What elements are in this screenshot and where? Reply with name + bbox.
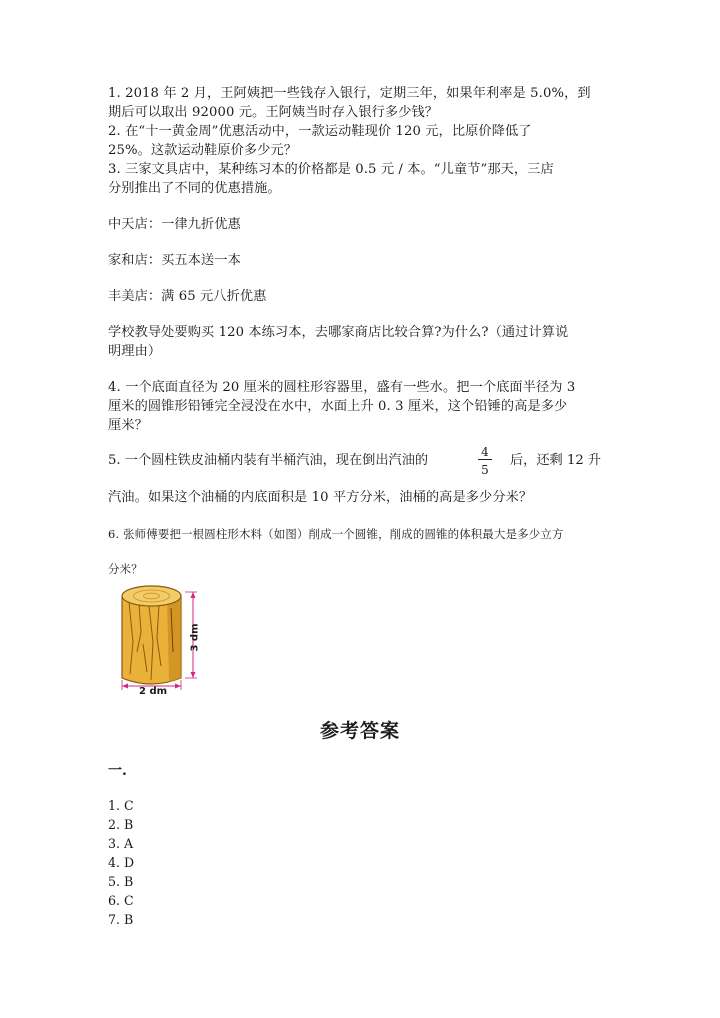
q3-ask-line2: 明理由）	[108, 344, 162, 359]
q4-line3: 厘米？	[108, 418, 148, 433]
q6-line2: 分米？	[108, 562, 143, 576]
answer-item: 6. C	[108, 893, 134, 908]
store-zhongtian: 中天店：一律九折优惠	[108, 217, 241, 232]
fraction-four-fifths	[478, 442, 492, 477]
q1-line2: 期后可以取出 92000 元。王阿姨当时存入银行多少钱？	[108, 105, 439, 120]
q5-line2: 汽油。如果这个油桶的内底面积是 10 平方分米，油桶的高是多少分米？	[108, 490, 533, 505]
q1-line1: 1. 2018 年 2 月，王阿姨把一些钱存入银行，定期三年，如果年利率是 5.0%，到	[108, 86, 591, 101]
q5-line1	[108, 442, 608, 480]
q2-line1: 2. 在“十一黄金周”优惠活动中，一款运动鞋现价 120 元，比原价降低了	[108, 124, 532, 139]
q2-line2: 25%。这款运动鞋原价多少元？	[108, 143, 298, 158]
answer-item: 2. B	[108, 817, 134, 832]
answer-item: 7. B	[108, 912, 134, 927]
store-fengmei: 丰美店：满 65 元八折优惠	[108, 289, 267, 304]
answer-list	[108, 796, 134, 929]
answer-item: 3. A	[108, 836, 134, 851]
q3-ask-line1: 学校教导处要购买 120 本练习本，去哪家商店比较合算?为什么?（通过计算说	[108, 325, 569, 340]
q5-text-after: 后，还剩 12 升	[510, 453, 602, 468]
q3-line1: 3. 三家文具店中，某种练习本的价格都是 0.5 元 / 本。“儿童节”那天，三店	[108, 162, 554, 177]
answer-title: 参考答案	[319, 720, 400, 742]
q5-text-before: 5. 一个圆柱铁皮油桶内装有半桶汽油，现在倒出汽油的	[108, 453, 429, 468]
q6-line1: 6. 张师傅要把一根圆柱形木料（如图）削成一个圆锥，削成的圆锥的体积最大是多少立方	[108, 527, 564, 541]
fraction-numerator: 4	[478, 442, 492, 460]
store-jiahe: 家和店：买五本送一本	[108, 253, 241, 268]
diameter-label: 2 dm	[139, 686, 168, 697]
section-one-label: 一.	[108, 763, 127, 779]
answer-item: 1. C	[108, 798, 134, 813]
height-label: 3 dm	[189, 623, 201, 652]
wood-cylinder-figure	[115, 582, 215, 700]
q4-line2: 厘米的圆锥形铅锤完全浸没在水中，水面上升 0. 3 厘米，这个铅锤的高是多少	[108, 399, 568, 414]
q3-line2: 分别推出了不同的优惠措施。	[108, 181, 281, 196]
q4-line1: 4. 一个底面直径为 20 厘米的圆柱形容器里，盛有一些水。把一个底面半径为 3	[108, 380, 576, 395]
answer-item: 4. D	[108, 855, 135, 870]
fraction-denominator: 5	[481, 463, 489, 477]
answer-item: 5. B	[108, 874, 134, 889]
questions-block	[108, 84, 608, 579]
